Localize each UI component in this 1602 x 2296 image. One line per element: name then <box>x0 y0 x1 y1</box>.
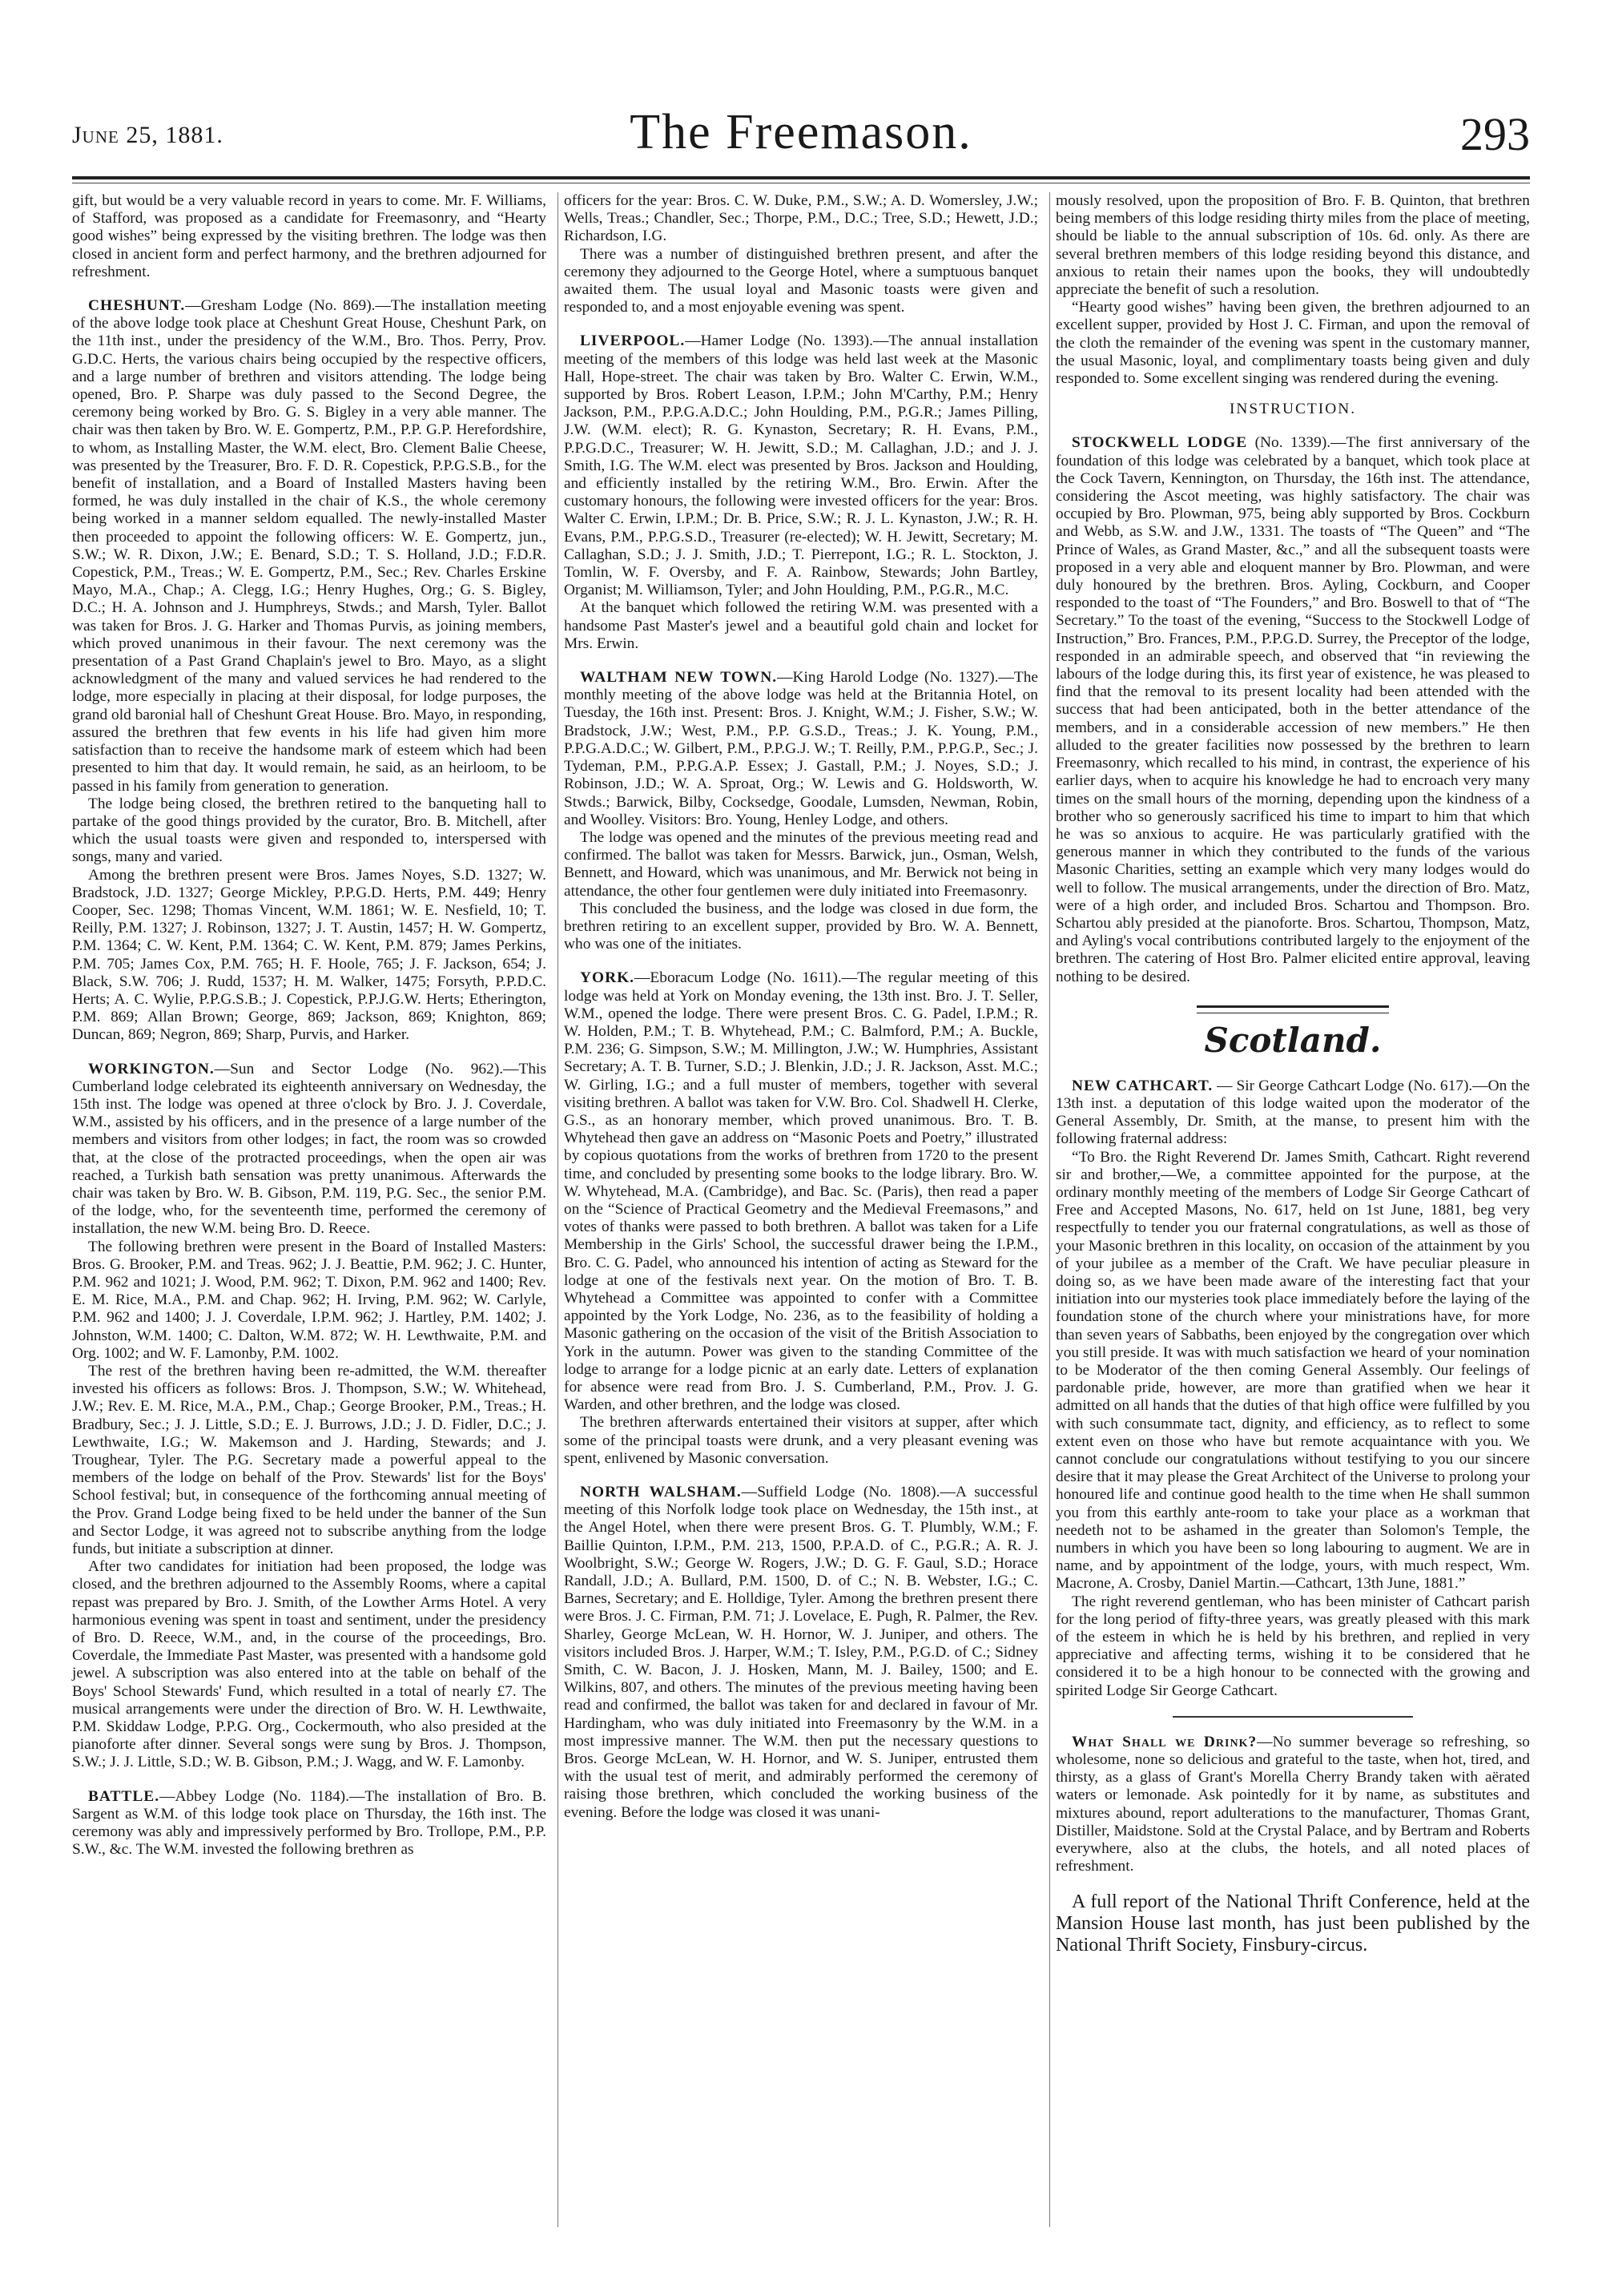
body-paragraph <box>564 246 1038 317</box>
paragraph-text: After two candidates for initiation had been proposed, the lodge was closed, and the brethren adjourned to the Assembly Rooms, where a capital repast was prepared by Bro. J. Smith, of the Lowther Arms Hotel. A very harmonious evening was spent in toast and sentiment, under the presidency of Bro. D. Reece, W.M., and, in the course of the proceedings, Bro. Coverdale, the Immediate Past Master, was presented with a handsome gold jewel. A subscription was also entered into at the table on behalf of the Boys' School Stewards' Fund, which resulted in a total of nearly £7. The musical arrangements were under the direction of Bro. W. H. Lewthwaite, P.M. Skiddaw Lodge, P.P.G. Org., Cockermouth, who also presided at the pianoforte after dinner. Several songs were sung by Bros. J. Thompson, S.W.; J. J. Little, S.D.; W. B. Gibson, P.M.; J. Wagg, and W. F. Lamonby. <box>72 1558 546 1771</box>
article-paragraph <box>72 1061 546 1239</box>
body-paragraph <box>72 867 546 1045</box>
body-paragraph <box>72 796 546 867</box>
article-paragraph <box>564 669 1038 829</box>
paragraph-text: “Hearty good wishes” having been given, the brethren adjourned to an excellent supper, provided by Host J. C. Firman, and upon the removal of the cloth the remainder of the evening was spent in the customary manner, the usual Masonic, loyal, and complimentary toasts being given and duly responded to. Some excellent singing was rendered during the evening. <box>1056 299 1530 388</box>
paragraph-text: mously resolved, upon the proposition of Bro. F. B. Quinton, that brethren being members of this lodge residing thirty miles from the place of meeting, should be liable to the annual subscription of 10s. 6d. only. As there are several brethren members of this lodge residing beyond this distance, and anxious to retain their names upon the books, they will undoubtedly appreciate the benefit of such a resolution. <box>1056 192 1530 299</box>
paragraph-text: The right reverend gentleman, who has been minister of Cathcart parish for the long period of fifty-three years, was greatly pleased with this mark of the esteem in which he is held by his brethren, and replied in very appreciative and affecting terms, wishing it to be considered that he considered it to be a high honour to be connected with the growing and spirited Lodge Sir George Cathcart. <box>1056 1593 1530 1699</box>
page-number: 293 <box>1460 108 1530 160</box>
paragraph-text: —Gresham Lodge (No. 869).—The installation meeting of the above lodge took place at Cheshunt Great House, Cheshunt Park, on the 11th inst., under the presidency of the W.M., Bro. Thos. Perry, Prov. G.D.C. Herts, the various chairs being occupied by the respective officers, and a large number of brethren and visitors attending. The lodge being opened, Bro. P. Sharpe was duly passed to the Second Degree, the ceremony being worked by Bro. G. S. Bigley in a very able manner. The chair was then taken by Bro. W. E. Gompertz, P.M., P.P. G.P. Herefordshire, to whom, as Installing Master, the W.M. elect, Bro. Clement Balie Cheese, was presented by the Treasurer, Bro. F. D. R. Copestick, P.P.G.S.B., for the benefit of installation, and a Board of Installed Masters having been formed, he was duly installed in the chair of K.S., the whole ceremony being worked in a manner seldom equalled. The newly-installed Master then proceeded to appoint the following officers: W. E. Gompertz, jun., S.W.; W. R. Dixon, J.W.; E. Benard, S.D.; T. S. Holland, J.D.; F.D.R. Copestick, P.M., Treas.; W. E. Gompertz, P.M., Sec.; Rev. Charles Erskine Mayo, M.A., Chap.; A. Clegg, I.G.; Henry Hughes, Org.; G. S. Bigley, D.C.; H. A. Johnson and J. Humphreys, Stwds.; and Marsh, Tyler. Ballot was taken for Bros. J. G. Harker and Thomas Purvis, as joining members, which proved unanimous in their favour. The next ceremony was the presentation of a Past Grand Chaplain's jewel to Bro. Mayo, as a slight acknowledgment of the many and valued services he had rendered to the lodge, more especially in placing at their disposal, for lodge purposes, the grand old baronial hall of Cheshunt Great House. Bro. Mayo, in responding, assured the brethren that few events in his life had given him more satisfaction than to receive the handsome mark of esteem which had been presented to him that day. It would remain, he said, as an heirloom, to be passed in his family from generation to generation. <box>72 297 546 795</box>
article-paragraph <box>564 969 1038 1414</box>
body-paragraph <box>72 1558 546 1771</box>
column-1 <box>72 192 546 1859</box>
masthead <box>72 104 1530 173</box>
article-paragraph <box>1056 1734 1530 1876</box>
body-paragraph <box>1056 1149 1530 1593</box>
section-divider <box>1173 1716 1413 1718</box>
article-title: YORK. <box>580 969 635 987</box>
article-paragraph <box>564 332 1038 599</box>
continued-paragraph <box>1056 192 1530 299</box>
body-paragraph <box>1056 1593 1530 1700</box>
lodge-report-continued <box>1056 192 1530 388</box>
body-paragraph <box>564 599 1038 653</box>
paragraph-text: The brethren afterwards entertained their visitors at supper, after which some of the principal toasts were drunk, and a very pleasant evening was spent, enlivened by Masonic conversation. <box>564 1414 1038 1467</box>
paragraph-text: — Sir George Cathcart Lodge (No. 617).—On the 13th inst. a deputation of this lodge waited upon the moderator of the General Assembly, Dr. Smith, at the manse, to present him with the following fraternal address: <box>1056 1077 1531 1148</box>
paragraph-text: The following brethren were present in the Board of Installed Masters: Bros. G. Brooker, P.M. and Treas. 962; J. J. Beattie, P.M. 962; J. C. Hunter, P.M. 962 and 1021; J. Wood, P.M. 962; T. Dixon, P.M. 962 and 1400; Rev. E. M. Rice, M.A., P.M. and Chap. 962; H. Irving, P.M. 962; W. Carlyle, P.M. 962 and 1400; J. J. Coverdale, I.P.M. 962; J. Hartley, P.M. 1402; J. Johnston, W.M. 1400; C. Dalton, W.M. 872; W. H. Lewthwaite, P.M. and Org. 1002; and W. F. Lamonby, P.M. 1002. <box>72 1238 546 1362</box>
body-paragraph <box>72 1363 546 1558</box>
paragraph-text: —Hamer Lodge (No. 1393).—The annual installation meeting of the members of this lodge was held last week at the Masonic Hall, Hope-street. The chair was taken by Bro. Walter C. Erwin, W.M., supported by Bros. Robert Leason, I.P.M.; John M'Carthy, P.M.; Henry Jackson, P.M., P.P.G.A.D.C.; John Houlding, P.M., P.G.R.; James Pilling, J.W. (W.M. elect); R. G. Kynaston, Secretary; R. H. Evans, P.M., P.P.G.D.C., Treasurer; W. H. Jewitt, S.D.; M. Callaghan, J.D.; and J. J. Smith, I.G. The W.M. elect was presented by Bros. Jackson and Houlding, and efficiently installed by the retiring W.M., Bro. Erwin. After the customary honours, the following were invested officers for the year: Bros. Walter C. Erwin, I.P.M.; Dr. B. Price, S.W.; R. J. L. Kynaston, J.W.; R. H. Evans, P.M., P.P.G.S.D., Treasurer (re-elected); W. H. Jewitt, Secretary; M. Callaghan, S.D.; J. J. Smith, J.D.; T. Pierrepont, I.G.; R. L. Stockton, J. Tomlin, W. F. Oversby, and F. A. Rainbow, Stewards; John Bartley, Organist; M. Williamson, Tyler; and John Houlding, P.M., P.G.R., M.C. <box>564 332 1038 599</box>
column-2 <box>564 192 1038 1822</box>
notices <box>1056 1734 1530 1957</box>
paragraph-text: (No. 1339).—The first anniversary of the foundation of this lodge was celebrated by a banquet, which took place at the Cock Tavern, Kennington, on Thursday, the 16th inst. The attendance, considering the Ascot meeting, was highly satisfactory. The chair was occupied by Bro. Plowman, 975, being ably supported by Bros. Cockburn and Webb, as S.W. and J.W., 1331. The toasts of “The Queen” and “The Prince of Wales, as Grand Master, &c.,” and all the subsequent toasts were proposed in a very able and eloquent manner by Bro. Plowman, and were duly honoured by the brethren. Bros. Ayling, Cockburn, and Cooper responded to the toast of “The Founders,” and Bro. Boswell to that of “The Secretary.” To the toast of the evening, “Success to the Stockwell Lodge of Instruction,” Bro. Frances, P.M., P.P.G.D. Surrey, the Preceptor of the lodge, responded in an admirable speech, and observed that “in reviewing the labours of the lodge during this, its first year of existence, he was pleased to find that the removal to its present locality had been attended with the success that had been anticipated, both in the better attendance of the members, and in a considerable accession of new members.” He then alluded to the greater facilities now possessed by the brethren to learn Freemasonry, which recalled to his mind, in contrast, the experience of his earlier days, when to acquire his knowledge he had to encroach very many times on the small hours of the morning, depending upon the kindness of a brother who so generously sacrificed his time to impart to him that which he was so anxious to acquire. He was particularly gratified with the generous manner in which they contributed to the funds of the various Masonic Charities, setting an example which very many lodges would do well to follow. The musical arrangements, under the direction of Bro. Matz, were of a high order, and included Bros. Schartou and Thompson. Bro. Schartou ably presided at the pianoforte. Bros. Schartou, Thompson, Matz, and Ayling's vocal contributions contributed largely to the enjoyment of the brethren. The catering of Host Bro. Palmer elicited entire approval, leaving nothing to be desired. <box>1056 434 1530 985</box>
paragraph-text: This concluded the business, and the lodge was closed in due form, the brethren retiring to an excellent supper, provided by Bro. W. A. Bennett, who was one of the initiates. <box>564 900 1038 953</box>
masthead-rule <box>72 176 1530 179</box>
scotland-heading: Scotland. <box>1204 1020 1382 1060</box>
column-divider <box>1049 192 1050 2227</box>
paragraph-text: A full report of the National Thrift Conference, held at the Mansion House last month, has just been published by the National Thrift Society, Finsbury-circus. <box>1056 1891 1530 1956</box>
article-paragraph <box>72 297 546 796</box>
body-paragraph <box>564 900 1038 954</box>
article-paragraph <box>564 1484 1038 1822</box>
article-title: What Shall we Drink? <box>1072 1733 1258 1750</box>
paragraph-text: —Eboracum Lodge (No. 1611).—The regular meeting of this lodge was held at York on Monday evening, the 13th inst. Bro. J. T. Seller, W.M., opened the lodge. There were present Bros. C. G. Padel, I.P.M.; R. W. Holden, P.M.; T. B. Whytehead, P.M.; C. Balmford, P.M.; A. Buckle, P.M. 236; G. Simpson, S.W.; M. Millington, J.W.; W. Humphries, Assistant Secretary; A. T. B. Turner, S.D.; J. Blenkin, J.D.; J. R. Jackson, Asst. M.C.; W. Girling, I.G.; and a full muster of members, together with several visiting brethren. A ballot was taken for V.W. Bro. Col. Shadwell H. Clerke, G.S., as an honorary member, which proved unanimous. Bro. T. B. Whytehead then gave an address on “Masonic Poets and Poetry,” illustrated by copious quotations from the works of brethren from 1720 to the present time, and concluded by presenting some books to the lodge library. Bro. W. W. Whytehead, M.A. (Cambridge), and Bac. Sc. (Paris), then read a paper on the “Science of Practical Geometry and the Medieval Freemasons,” and votes of thanks were passed to both brethren. A ballot was taken for a Life Membership in the Girls' School, the successful drawer being the I.P.M., Bro. C. G. Padel, who announced his intention of acting as Steward for the lodge at one of the festivals next year. On the motion of Bro. T. B. Whytehead a Committee was appointed to confer with a Committee appointed by the York Lodge, No. 236, as to the feasibility of holding a Masonic gathering on the occasion of the visit of the British Association to York in the autumn. Power was given to the standing Committee of the lodge to arrange for a lodge picnic at an early date. Letters of explanation for absence were read from Bro. J. S. Cumberland, P.M., Prov. J. G. Warden, and other brethren, and the lodge was closed. <box>564 969 1038 1414</box>
article-title: BATTLE. <box>88 1787 160 1805</box>
paragraph-text: —Sun and Sector Lodge (No. 962).—This Cumberland lodge celebrated its eighteenth anniversary on Wednesday, the 15th inst. The lodge was opened at three o'clock by Bro. J. J. Coverdale, W.M., assisted by his officers, and in the presence of a large number of the members and visitors from other lodges; in fact, the room was so crowded that, at the close of the protracted proceedings, when the open air was reached, a Turkish bath sensation was pretty unanimous. Afterwards the chair was taken by Bro. W. B. Gibson, P.M. 119, P.G. Sec., the senior P.M. of the lodge, who, for the seventeenth time, performed the ceremony of installation, the new W.M. being Bro. D. Reece. <box>72 1060 546 1238</box>
paragraph-text: “To Bro. the Right Reverend Dr. James Smith, Cathcart. Right reverend sir and brother,—We, a committee appointed for the purpose, at the ordinary monthly meeting of the members of Lodge Sir George Cathcart of Free and Accepted Masons, No. 617, held on 1st June, 1881, beg very respectfully to tender you our fraternal congratulations, as well as those of your Masonic brethren in this locality, on occasion of the attainment by you of your jubilee as a member of the Craft. We have peculiar pleasure in doing so, as we have been made aware of the interesting fact that your initiation into our mysteries took place immediately before the laying of the foundation stone of the church where your ministrations have, for more than seven years of Sabbaths, been enjoyed by the congregation over which you still preside. It was with much satisfaction we heard of your nomination to be Moderator of the then coming General Assembly. Our feelings of pardonable pride, however, are more than gratified when we hear it admitted on all hands that the duties of that high office were fulfilled by you with such consummate tact, dignity, and efficiency, as to reflect to some extent even on those who have but remote acquaintance with you. We cannot conclude our congratulations without testifying to you our sincere desire that it may please the Great Architect of the Universe to prolong your honoured life and continue good health to the time when He shall summon you from this earthly ante-room to take your place as a workman that needeth not to be ashamed in the greater than Solomon's Temple, the numbers in which you have been so long labouring to augment. We are in name, and by appointment of the lodge, yours, with much respect, Wm. Macrone, A. Crosby, Daniel Martin.—Cathcart, 13th June, 1881.” <box>1056 1148 1530 1593</box>
article-paragraph <box>1056 434 1530 985</box>
paragraph-text: The lodge was opened and the minutes of the previous meeting read and confirmed. The ballot was taken for Messrs. Barwick, jun., Osman, Welsh, Bennett, and Howard, which was unanimous, and Mr. Berwick not being in attendance, the other four gentlemen were duly initiated into Freemasonry. <box>564 828 1038 900</box>
paragraph-text: —No summer beverage so refreshing, so wholesome, none so delicious and grateful to the taste, when hot, tired, and thirsty, as a glass of Grant's Morella Cherry Brandy taken with aërated waters or lemonade. Ask pointedly for it by name, as substitutes and mixtures abound, report adulterations to the manufacturer, Thomas Grant, Distiller, Maidstone. Sold at the Crystal Palace, and by Bertram and Roberts everywhere, also at the clubs, the hotels, and all noted places of refreshment. <box>1056 1733 1530 1875</box>
body-paragraph <box>1056 299 1530 388</box>
article-title: WORKINGTON. <box>88 1060 215 1078</box>
article-title: CHESHUNT. <box>88 297 186 315</box>
instruction-heading: INSTRUCTION. <box>1229 401 1357 418</box>
continued-paragraph <box>72 192 546 281</box>
body-paragraph <box>564 829 1038 900</box>
body-paragraph <box>564 1414 1038 1468</box>
article-paragraph <box>72 1788 546 1859</box>
article-title: STOCKWELL LODGE <box>1072 434 1248 452</box>
newspaper-title: The Freemason. <box>630 105 972 159</box>
paragraph-text: At the banquet which followed the retiring W.M. was presented with a handsome Past Master's jewel and a beautiful gold chain and locket for Mrs. Erwin. <box>564 599 1038 652</box>
body-paragraph <box>72 1239 546 1363</box>
notice-paragraph <box>1056 1891 1530 1956</box>
paragraph-text: gift, but would be a very valuable record in years to come. Mr. F. Williams, of Stafford, was proposed as a candidate for Freemasonry, and “Hearty good wishes” being expressed by the visiting brethren. The lodge was then closed in ancient form and perfect harmony, and the brethren adjourned for refreshment. <box>72 192 546 280</box>
paragraph-text: The rest of the brethren having been re-admitted, the W.M. thereafter invested his officers as follows: Bros. J. Thompson, S.W.; W. Whitehead, J.W.; Rev. E. M. Rice, M.A., P.M., Chap.; George Brooker, P.M., Treas.; H. Bradbury, Sec.; J. J. Little, S.D.; E. J. Burrows, J.D.; J. D. Fidler, D.C.; J. Lewthwaite, I.G.; W. Makemson and J. Harding, Stewards; and J. Troughear, Tyler. The P.G. Secretary made a powerful appeal to the members of the lodge on behalf of the Prov. Stewards' list for the Boys' School festival; but, in consequence of the forthcoming annual meeting of the Prov. Grand Lodge being fixed to be held under the banner of the Sun and Sector Lodge, it was agreed not to subscribe anything from the lodge funds, but initiate a subscription at dinner. <box>72 1363 546 1558</box>
paragraph-text: Among the brethren present were Bros. James Noyes, S.D. 1327; W. Bradstock, J.D. 1327; George Mickley, P.P.G.D. Herts, P.M. 449; Henry Cooper, Sec. 1298; Thomas Vincent, W.M. 1861; W. E. Nesfield, 10; T. Reilly, P.M. 1327; J. Robinson, 1327; J. T. Austin, 1457; H. W. Gompertz, P.M. 1364; C. W. Kent, P.M. 1364; C. W. Kent, P.M. 879; James Perkins, P.M. 705; James Cox, P.M. 765; H. F. Hoole, 765; J. F. Jackson, 654; J. Black, S.W. 706; J. Rudd, 1537; H. M. Walker, 1475; Forsyth, P.P.D.C. Herts; A. C. Wylie, P.P.G.S.B.; J. Copestick, P.P.J.G.W. Herts; Etherington, P.M. 869; Allan Brown; George, 869; Jackson, 869; Knighton, 869; Duncan, 869; Negron, 869; Sharp, Purvis, and Harker. <box>72 866 546 1044</box>
issue-date: June 25, 1881. <box>72 122 223 148</box>
article-title: WALTHAM NEW TOWN. <box>580 669 778 687</box>
column-divider <box>557 192 558 2227</box>
continued-paragraph <box>564 192 1038 246</box>
paragraph-text: officers for the year: Bros. C. W. Duke, P.M., S.W.; A. D. Womersley, J.W.; Wells, Treas.; Chandler, Sec.; Thorpe, P.M., D.C.; Tree, S.D.; Hewett, J.D.; Richardson, I.G. <box>564 192 1038 245</box>
paragraph-text: The lodge being closed, the brethren retired to the banqueting hall to partake of the good things provided by the curator, Bro. B. Mitchell, after which the usual toasts were given and responded to, interspersed with songs, many and varied. <box>72 795 546 866</box>
instruction-report <box>1056 434 1530 985</box>
article-title: LIVERPOOL. <box>580 332 686 350</box>
column-3 <box>1056 192 1530 1956</box>
article-paragraph <box>1056 1078 1530 1149</box>
paragraph-text: —King Harold Lodge (No. 1327).—The monthly meeting of the above lodge was held at the Britannia Hotel, on Tuesday, the 16th inst. Present: Bros. J. Knight, W.M.; J. Fisher, S.W.; W. Bradstock, J.W.; West, P.M., P.P. G.S.D., Treas.; J. K. Young, P.M., P.P.G.A.D.C.; W. Gilbert, P.M., P.P.G.J. W.; T. Reilly, P.M., P.P.G.P., Sec.; J. Tydeman, P.M., P.P.G.A.P. Essex; J. Gastall, P.M.; J. Noyes, S.D.; J. Robinson, J.D.; W. A. Sproat, Org.; W. Lewis and G. Holdsworth, W. Stwds.; Barwick, Bilby, Cocksedge, Goodale, Lumsden, Newman, Robin, and Woolley. Visitors: Bro. Young, Henley Lodge, and others. <box>564 669 1038 828</box>
article-title: NORTH WALSHAM. <box>580 1484 742 1501</box>
paragraph-text: —Suffield Lodge (No. 1808).—A successful meeting of this Norfolk lodge took place on Wednesday, the 15th inst., at the Angel Hotel, when there were present Bros. G. T. Plumbly, W.M.; F. Baillie Quinton, I.P.M., P.M. 213, 1500, P.P.A.D. of C., P.G.R.; A. R. J. Woolbright, S.W.; George W. Rogers, J.W.; D. G. F. Gaul, S.D.; Horace Randall, J.D.; A. Bullard, P.M. 1500, D. of C.; N. B. Webster, I.G.; C. Barnes, Secretary; and E. Holldige, Tyler. Among the brethren present there were Bros. J. C. Firman, P.M. 71; J. Lovelace, E. Pugh, R. Palmer, the Rev. Sharley, George McLean, W. H. Hornor, W. J. Juniper, and others. The visitors included Bros. J. Harper, W.M.; T. Isley, P.M., P.G.D. of C.; Sidney Smith, C. W. Bacon, J. J. Hosken, Mann, M. J. Bailey, 1500; and E. Wilkins, 807, and others. The minutes of the previous meeting having been read and confirmed, the ballot was taken for and declared in favour of Mr. Hardingham, who was duly initiated into Freemasonry by the W.M. in a most impressive manner. The W.M. then put the necessary questions to Bros. George McLean, W. H. Hornor, and W. S. Juniper, entrusted them with the usual test of merit, and admirably performed the ceremony of raising those brethren, which concluded the working business of the evening. Before the lodge was closed it was unani- <box>564 1484 1039 1821</box>
section-divider <box>1197 1005 1389 1013</box>
paragraph-text: There was a number of distinguished brethren present, and after the ceremony they adjourned to the George Hotel, where a sumptuous banquet awaited them. The usual loyal and Masonic toasts were given and responded to, and a most enjoyable evening was spent. <box>564 245 1038 316</box>
paragraph-text: —Abbey Lodge (No. 1184).—The installation of Bro. B. Sargent as W.M. of this lodge took place on Thursday, the 16th inst. The ceremony was ably and impressively performed by Bro. Trollope, P.M., P.P. S.W., &c. The W.M. invested the following brethren as <box>72 1787 546 1859</box>
scotland-report <box>1056 1078 1530 1700</box>
article-title: NEW CATHCART. <box>1072 1077 1214 1094</box>
